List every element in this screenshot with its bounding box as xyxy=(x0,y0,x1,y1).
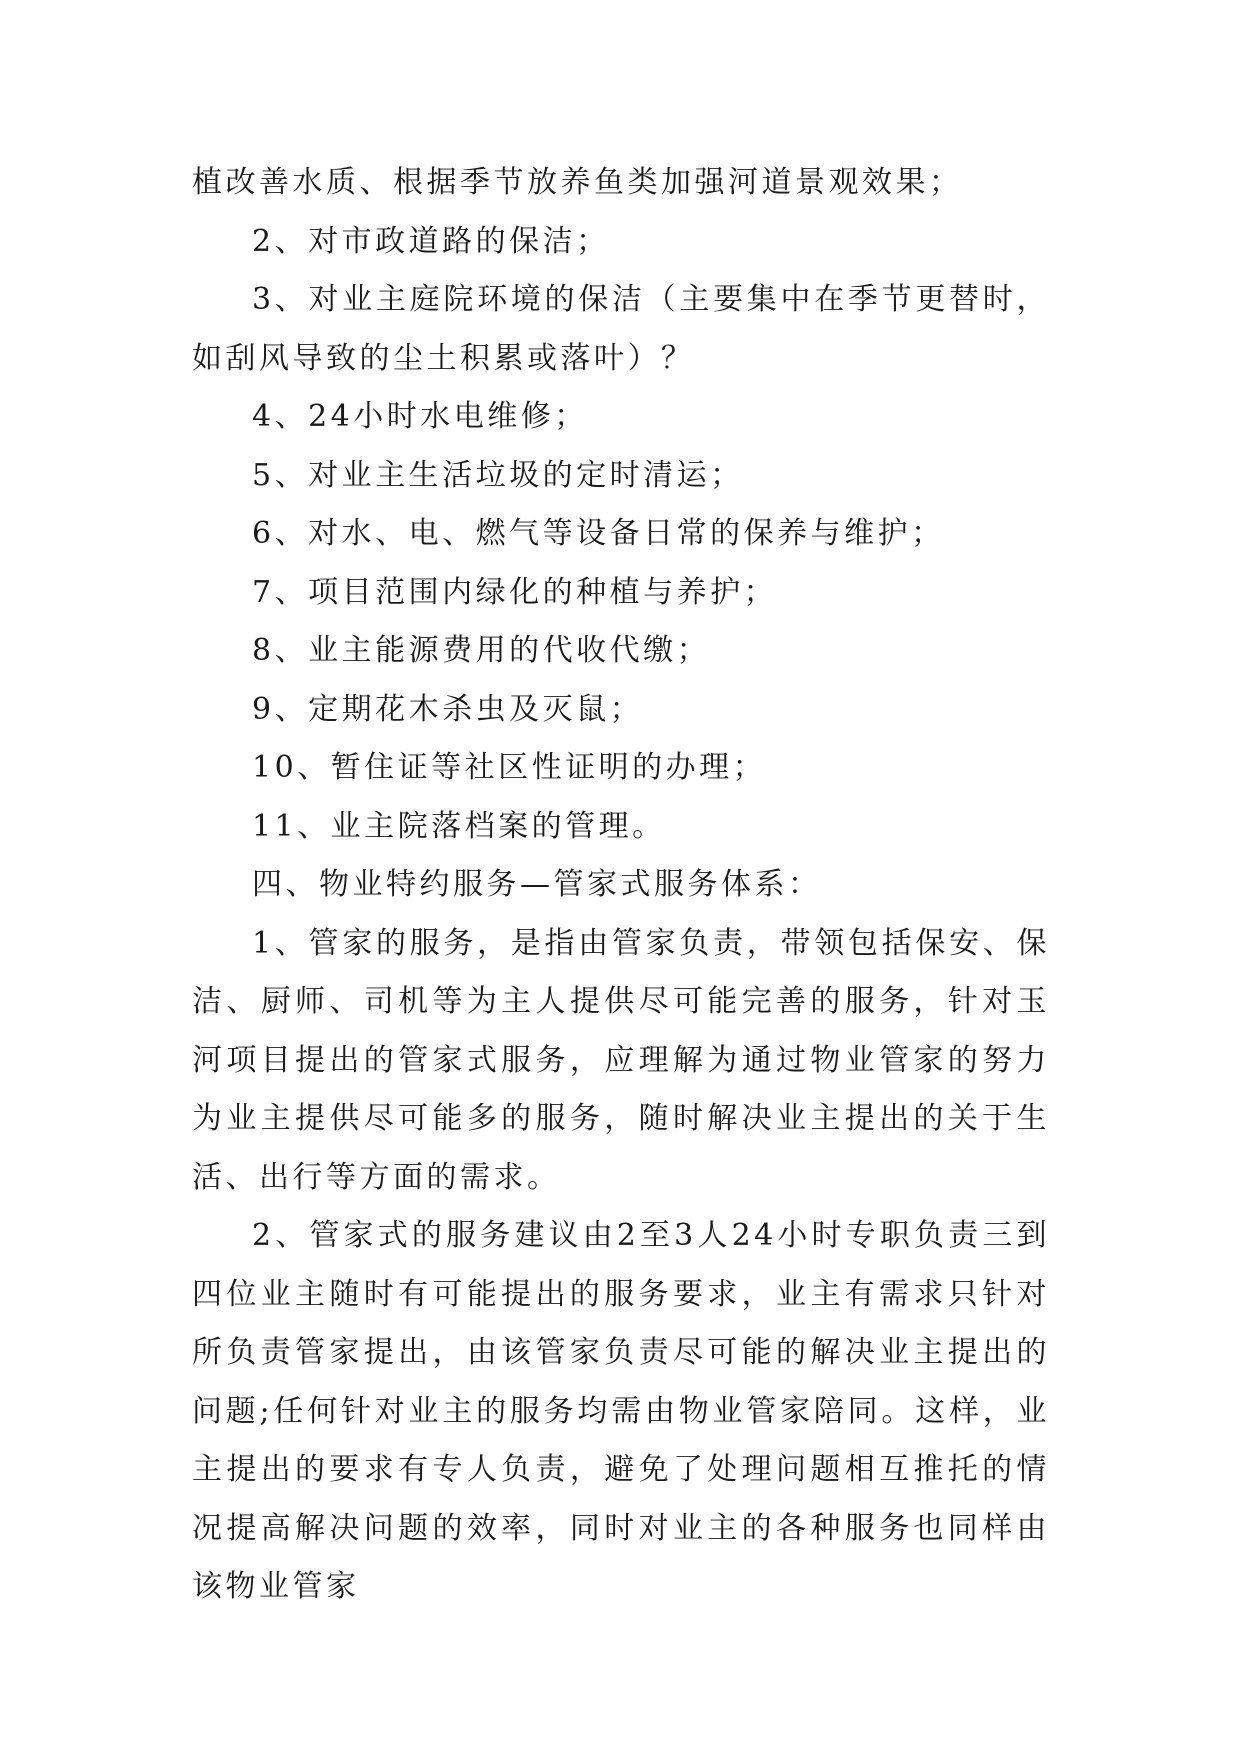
paragraph-9: 9、定期花木杀虫及灭鼠； xyxy=(252,691,644,727)
paragraph-10: 10、暂住证等社区性证明的办理； xyxy=(252,750,767,785)
paragraph-3: 3、对业主庭院环境的保洁（主要集中在季节更替时，如刮风导致的尘土积累或落叶）？ xyxy=(192,282,1050,376)
paragraph-13: 1、管家的服务，是指由管家负责，带领包括保安、保洁、厨师、司机等为主人提供尽可能完善的服务，针对玉河项目提出的管家式服务，应理解为通过物业管家的努力为业主提供尽可能多的服务，随时解决业主提出的关于生活、出行等方面的需求。 xyxy=(192,925,1050,1195)
section-heading: 四、物业特约服务—管家式服务体系： xyxy=(252,867,822,902)
paragraph-1: 植改善水质、根据季节放养鱼类加强河道景观效果； xyxy=(192,165,963,200)
paragraph-14: 2、管家式的服务建议由2至3人24小时专职负责三到四位业主随时有可能提出的服务要求，业主有需求只针对所负责管家提出，由该管家负责尽可能的解决业主提出的问题;任何针对业主的服务均需由物业管家陪同。这样，业主提出的要求有专人负责，避免了处理问题相互推托的情况提高解决问题的效率，同时对业主的各种服务也同样由该物业管家 xyxy=(192,1218,1050,1604)
paragraph-5: 5、对业主生活垃圾的定时清运； xyxy=(252,457,744,493)
paragraph-7: 7、项目范围内绿化的种植与养护； xyxy=(252,574,778,610)
paragraph-2: 2、对市政道路的保洁； xyxy=(252,223,610,259)
paragraph-8: 8、业主能源费用的代收代缴； xyxy=(252,633,711,668)
document-body xyxy=(192,154,1050,1617)
paragraph-4: 4、24小时水电维修； xyxy=(252,399,588,434)
paragraph-11: 11、业主院落档案的管理。 xyxy=(252,808,666,844)
paragraph-6: 6、对水、电、燃气等设备日常的保养与维护； xyxy=(252,516,945,551)
